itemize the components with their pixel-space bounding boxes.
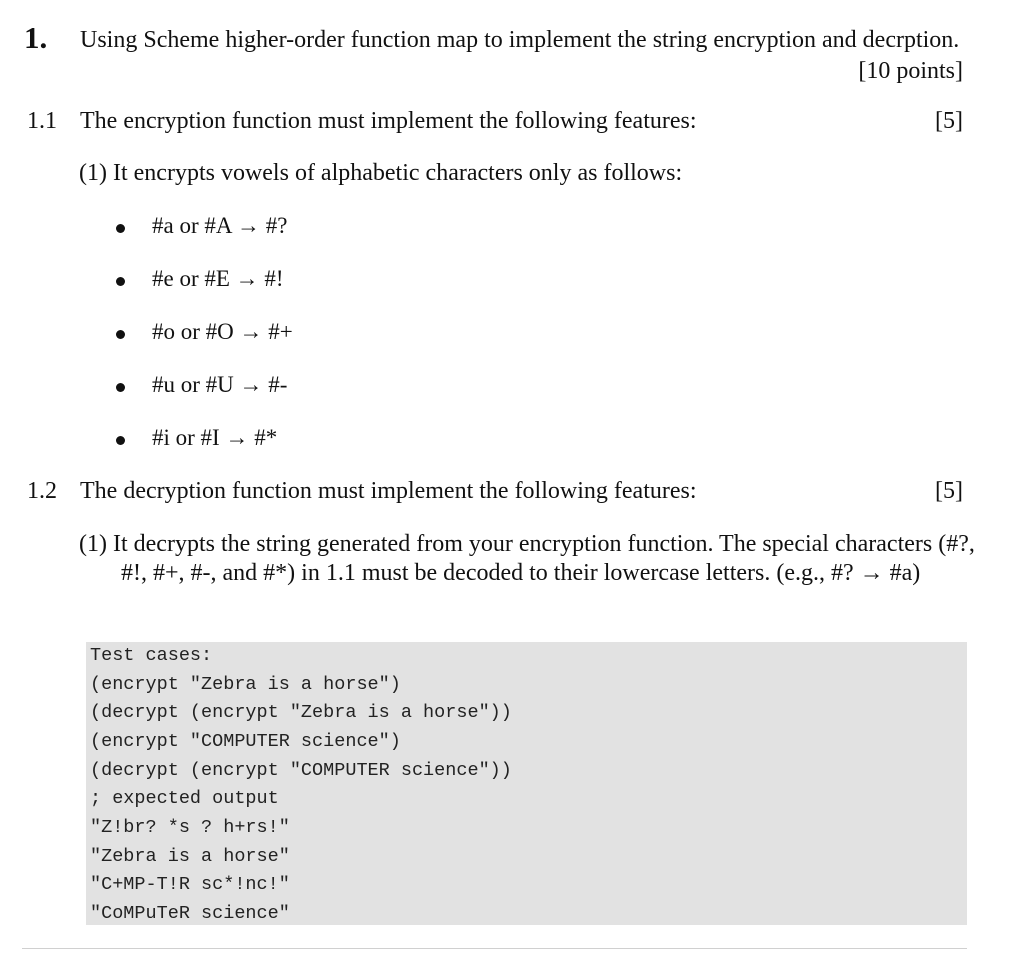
code-line: (encrypt "Zebra is a horse")	[90, 674, 401, 695]
code-line: "Z!br? *s ? h+rs!"	[90, 817, 290, 838]
bullet-icon	[116, 436, 125, 445]
code-line: "C+MP-T!R sc*!nc!"	[90, 874, 290, 895]
encryption-feature: (1) It encrypts vowels of alphabetic characters only as follows:	[79, 160, 683, 186]
mapping-text: #a or #A → #?	[152, 213, 288, 238]
code-line: ; expected output	[90, 788, 279, 809]
bullet-icon	[116, 224, 125, 233]
section-1-2-text: The decryption function must implement the following features:	[80, 478, 697, 504]
section-1-2-points: [5]	[935, 478, 963, 504]
question-points: [10 points]	[858, 58, 963, 84]
mapping-text: #e or #E → #!	[152, 266, 284, 291]
decryption-feature-line2: #!, #+, #-, and #*) in 1.1 must be decoded to their lowercase letters. (e.g., #? → #a)	[121, 560, 921, 586]
mapping-text: #u or #U → #-	[152, 372, 288, 397]
bullet-icon	[116, 277, 125, 286]
code-line: "Zebra is a horse"	[90, 846, 290, 867]
code-line: (decrypt (encrypt "Zebra is a horse"))	[90, 702, 512, 723]
decryption-feature-line1: (1) It decrypts the string generated from your encryption function. The special characters (#?,	[79, 531, 975, 557]
section-1-2-number: 1.2	[27, 478, 57, 504]
code-line: "CoMPuTeR science"	[90, 903, 290, 924]
code-line: Test cases:	[90, 645, 213, 666]
section-1-1-points: [5]	[935, 108, 963, 134]
question-number: 1.	[24, 20, 48, 55]
code-line: (decrypt (encrypt "COMPUTER science"))	[90, 760, 512, 781]
bottom-divider	[22, 948, 967, 949]
mapping-text: #i or #I → #*	[152, 425, 278, 450]
test-cases-code-block	[86, 642, 967, 925]
question-text: Using Scheme higher-order function map to implement the string encryption and decrption.	[80, 27, 960, 53]
bullet-icon	[116, 383, 125, 392]
section-1-1-text: The encryption function must implement the following features:	[80, 108, 697, 134]
decryption-feature	[79, 530, 979, 588]
mapping-text: #o or #O → #+	[152, 319, 293, 344]
bullet-icon	[116, 330, 125, 339]
section-1-1-number: 1.1	[27, 108, 57, 134]
code-line: (encrypt "COMPUTER science")	[90, 731, 401, 752]
